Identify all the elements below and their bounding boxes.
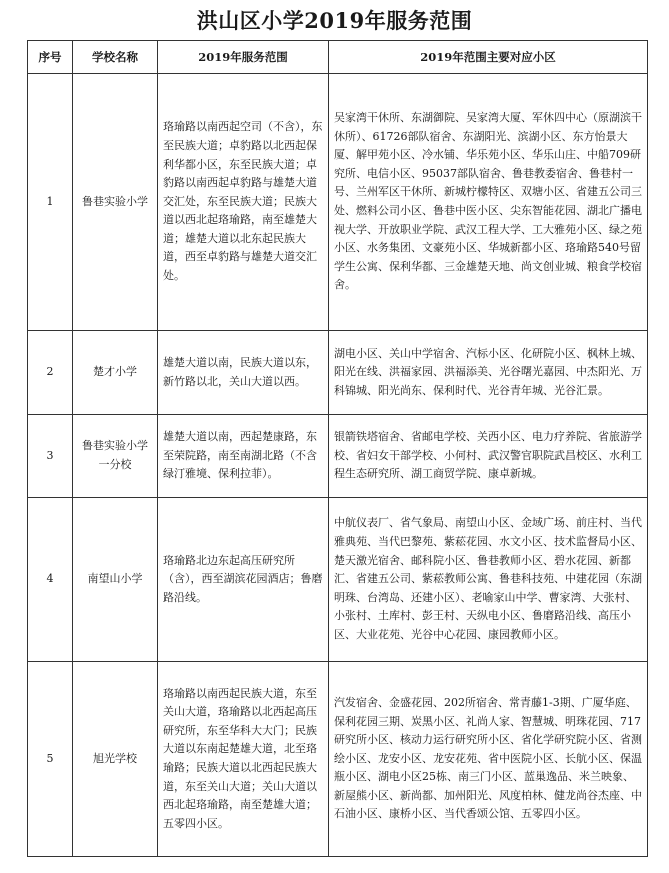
row-area: 中航仪表厂、省气象局、南望山小区、金域广场、前庄村、当代雅典苑、当代巴黎苑、紫菘花园、水文小区、技术监督局小区、楚天激光宿舍、邮科院小区、鲁巷教师小区、碧水花园、新都汇、省建五公司、紫菘教师公寓、鲁巷科技苑、中建花园（东湖明珠、台湾岛、还建小区）、老喻家山中学、曹家湾、大张村、小张村、土库村、彭王村、天纵电小区、鲁磨路沿线、高压小区、大业花苑、光谷中心花园、康园教师小区。 [329, 498, 648, 662]
row-no: 4 [28, 498, 73, 662]
header-school: 学校名称 [73, 41, 158, 74]
table-row [28, 331, 648, 415]
row-area: 吴家湾干休所、东湖御院、吴家湾大厦、军休四中心（原湖滨干休所）、61726部队宿舍、东湖阳光、滨湖小区、东方怡景大厦、解甲苑小区、冷水铺、华乐苑小区、华乐山庄、中船709研究所、电信小区、95037部队宿舍、鲁巷教委宿舍、鲁巷村一号、兰州军区干休所、新城柠檬特区、双塘小区、省建五公司三处、燃料公司小区、鲁巷中医小区、尖东智能花园、湖北广播电视大学、开放职业学院、武汉工程大学、工大雅苑小区、绿之苑小区、水务集团、文豪苑小区、华城新都小区、珞瑜路540号留学生公寓、保利华都、三金雄楚天地、尚文创业城、粮食学校宿舍。 [329, 74, 648, 331]
table-row [28, 498, 648, 662]
row-range: 珞瑜路以南西起空司（不含），东至民族大道；卓豹路以北西起保利华都小区，东至民族大道；卓豹路以南西起卓豹路与雄楚大道交汇处，东至民族大道；民族大道以西北起珞瑜路，南至雄楚大道；雄楚大道以北东起民族大道，西至卓豹路与雄楚大道交汇处。 [158, 74, 329, 331]
row-area: 湖电小区、关山中学宿舍、汽标小区、化研院小区、枫林上城、阳光在线、洪福家园、洪福添美、光谷曙光嘉园、中杰阳光、万科锦城、阳光尚东、保利时代、光谷青年城、光谷汇景。 [329, 331, 648, 415]
service-range-table [27, 40, 648, 857]
row-range: 雄楚大道以南，民族大道以东，新竹路以北，关山大道以西。 [158, 331, 329, 415]
row-range: 珞瑜路北边东起高压研究所（含），西至湖滨花园酒店；鲁磨路沿线。 [158, 498, 329, 662]
table-header-row [28, 41, 648, 74]
row-school: 旭光学校 [73, 662, 158, 857]
row-range: 雄楚大道以南，西起楚康路，东至荣院路，南至南湖北路（不含绿汀雅境、保利拉菲）。 [158, 415, 329, 498]
row-range: 珞瑜路以南西起民族大道，东至关山大道，珞瑜路以北西起高压研究所，东至华科大大门；民族大道以东南起楚雄大道，北至珞瑜路；民族大道以北西起民族大道，东至关山大道；关山大道以西北起珞瑜路，南至楚雄大道；五零四小区。 [158, 662, 329, 857]
page-title: 洪山区小学2019年服务范围 [196, 8, 473, 33]
row-school: 南望山小学 [73, 498, 158, 662]
row-area: 银箭铁塔宿舍、省邮电学校、关西小区、电力疗养院、省旅游学校、省妇女干部学校、小何村、武汉警官职院武昌校区、水利工程生态研究所、湖工商贸学院、康卓新城。 [329, 415, 648, 498]
row-school: 楚才小学 [73, 331, 158, 415]
row-no: 1 [28, 74, 73, 331]
row-no: 2 [28, 331, 73, 415]
header-no: 序号 [28, 41, 73, 74]
row-school: 鲁巷实验小学 [73, 74, 158, 331]
row-no: 5 [28, 662, 73, 857]
row-area: 汽发宿舍、金盛花园、202所宿舍、常青藤1-3期、广厦华庭、保利花园三期、炭黑小区、礼尚人家、智慧城、明珠花园、717研究所小区、核动力运行研究所小区、省化学研究院小区、省测绘小区、龙安小区、龙安花苑、省中医院小区、长航小区、保温瓶小区、湖电小区25栋、南三门小区、蓝巢逸品、米兰映象、新屋熊小区、新尚都、加州阳光、风度柏林、健龙尚谷杰座、中石油小区、康桥小区、当代香颂公馆、五零四小区。 [329, 662, 648, 857]
row-no: 3 [28, 415, 73, 498]
table-row [28, 74, 648, 331]
table-row [28, 415, 648, 498]
table-row [28, 662, 648, 857]
row-school: 鲁巷实验小学一分校 [73, 415, 158, 498]
header-range: 2019年服务范围 [158, 41, 329, 74]
header-area: 2019年范围主要对应小区 [329, 41, 648, 74]
